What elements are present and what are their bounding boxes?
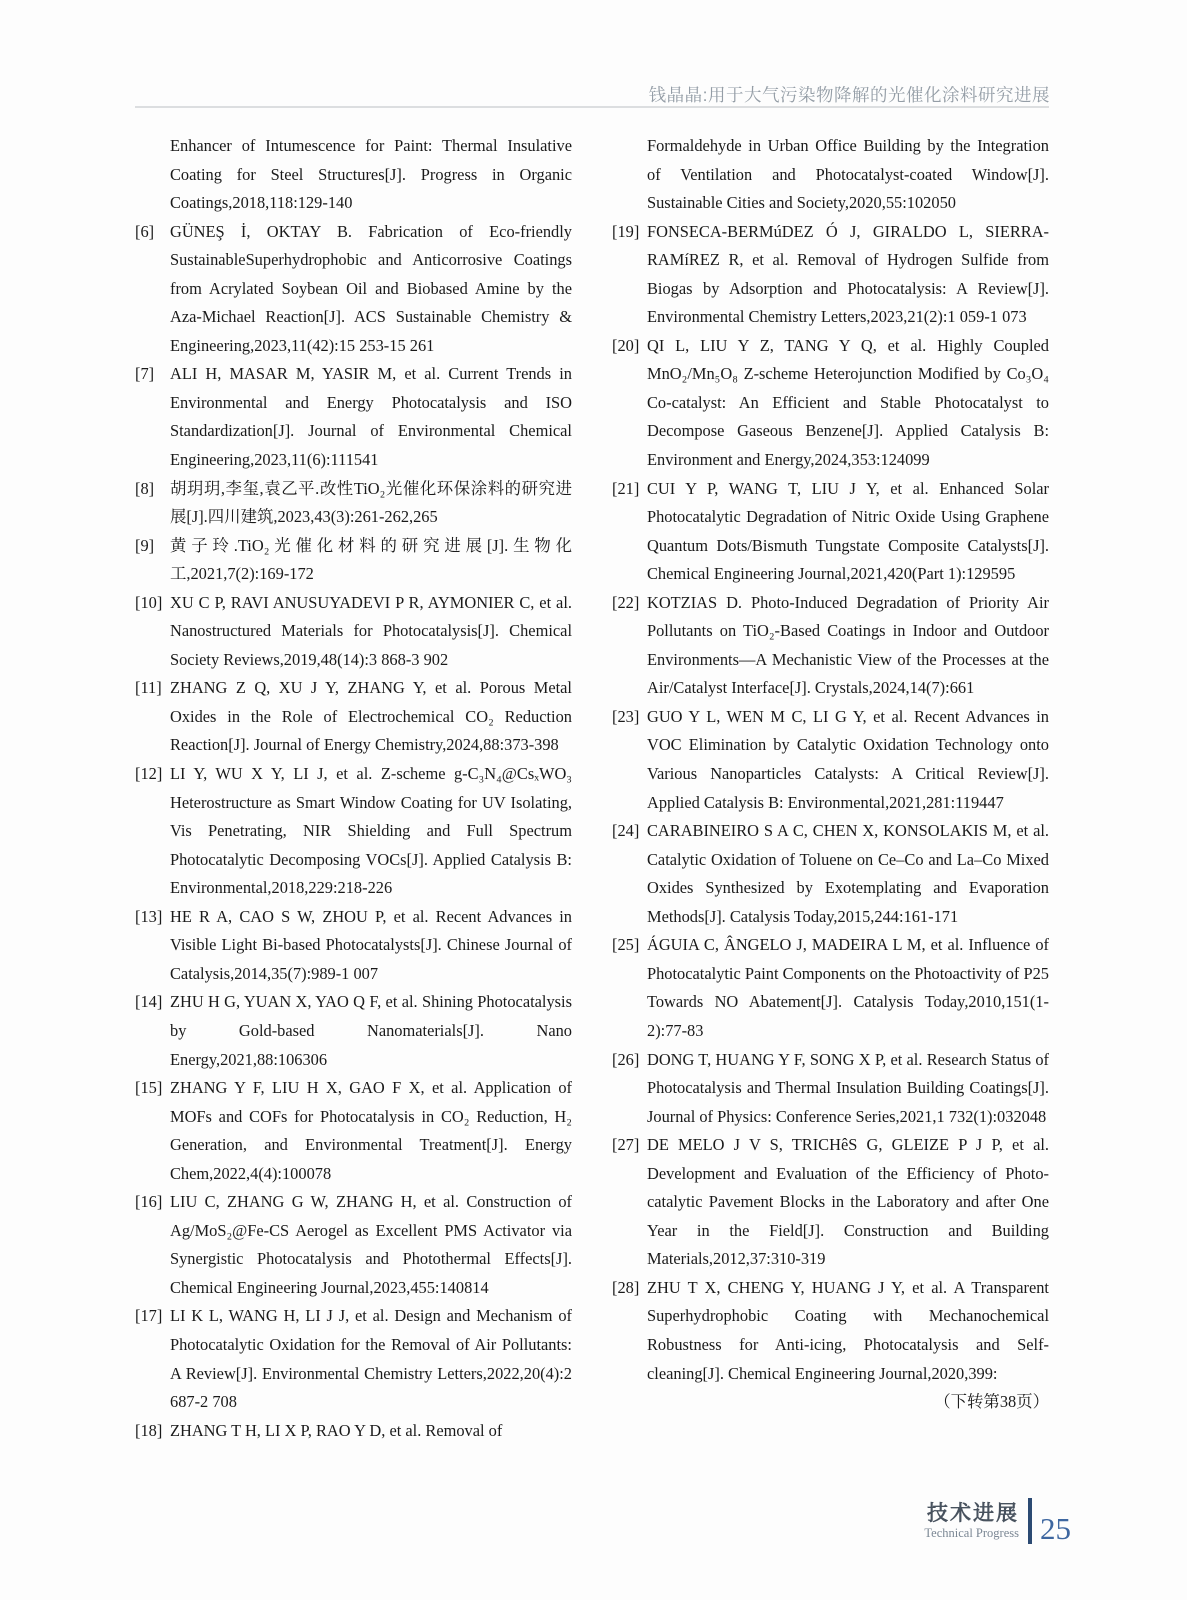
reference-text: CARABINEIRO S A C, CHEN X, KONSOLAKIS M, et al. Catalytic Oxidation of Toluene on Ce–Co and La–Co Mixed Oxides Synthesized by Exotemplating and Evaporation Methods[J]. Catalysis Today,2015,244:161-171 [647, 821, 1049, 926]
reference-text: HE R A, CAO S W, ZHOU P, et al. Recent Advances in Visible Light Bi-based Photocatalysts[J]. Chinese Journal of Catalysis,2014,35(7):989-1 007 [170, 906, 572, 983]
reference-item [135, 988, 572, 1074]
reference-item [135, 132, 572, 218]
reference-text: FONSECA-BERMúDEZ Ó J, GIRALDO L, SIERRA-RAMíREZ R, et al. Removal of Hydrogen Sulfide from Biogas by Adsorption and Photocatalysis: A Review[J]. Environmental Chemistry Letters,2023,21(2):1 059-1 073 [647, 221, 1049, 327]
reference-number: [28] [612, 1277, 640, 1297]
reference-item [135, 674, 572, 760]
reference-number: [14] [135, 992, 163, 1012]
reference-text: ZHANG T H, LI X P, RAO Y D, et al. Removal of [170, 1420, 503, 1440]
reference-text: DONG T, HUANG Y F, SONG X P, et al. Research Status of Photocatalysis and Thermal Insulation Building Coatings[J]. Journal of Physics: Conference Series,2021,1 732(1):032048 [647, 1049, 1049, 1126]
reference-item [612, 589, 1049, 703]
reference-text: Enhancer of Intumescence for Paint: Thermal Insulative Coating for Steel Structures[J]. Progress in Organic Coatings,2018,118:129-140 [170, 136, 572, 213]
reference-number: [27] [612, 1135, 640, 1155]
reference-number: [26] [612, 1049, 640, 1069]
reference-item [135, 1417, 572, 1446]
reference-number: [13] [135, 906, 163, 926]
reference-text: ZHU H G, YUAN X, YAO Q F, et al. Shining Photocatalysis by Gold-based Nanomaterials[J]. Nano Energy,2021,88:106306 [170, 992, 572, 1069]
reference-item [612, 817, 1049, 931]
running-head-title: 钱晶晶:用于大气污染物降解的光催化涂料研究进展 [648, 85, 1050, 105]
references-right-column-wrap [612, 132, 1049, 1445]
reference-number: [25] [612, 935, 640, 955]
page-number: 25 [1040, 1511, 1071, 1546]
reference-number: [18] [135, 1420, 163, 1440]
reference-number: [16] [135, 1192, 163, 1212]
footer-section-title-en: Technical Progress [924, 1526, 1019, 1540]
reference-item [135, 760, 572, 903]
reference-text: LI K L, WANG H, LI J J, et al. Design and Mechanism of Photocatalytic Oxidation for the Removal of Air Pollutants: A Review[J]. Environmental Chemistry Letters,2022,20(4):2 687-2 708 [170, 1306, 572, 1412]
reference-number: [6] [135, 221, 155, 241]
reference-text: LIU C, ZHANG G W, ZHANG H, et al. Construction of Ag/MoS₂@Fe-CS Aerogel as Excellent PMS Activator via Synergistic Photocatalysis and Photothermal Effects[J]. Chemical Engineering Journal,2023,455:140814 [170, 1192, 572, 1297]
reference-item [135, 360, 572, 474]
reference-text: DE MELO J V S, TRICHêS G, GLEIZE P J P, et al. Development and Evaluation of the Efficiency of Photo-catalytic Pavement Blocks in the Laboratory and after One Year in the Field[J]. Construction and Building Materials,2012,37:310-319 [647, 1135, 1049, 1269]
reference-item [135, 218, 572, 361]
reference-text: QI L, LIU Y Z, TANG Y Q, et al. Highly Coupled MnO₂/Mn₅O₈ Z-scheme Heterojunction Modified by Co₃O₄ Co-catalyst: An Efficient and Stable Photocatalyst to Decompose Gaseous Benzene[J]. Applied Catalysis B: Environment and Energy,2024,353:124099 [647, 335, 1049, 470]
reference-text: 黄子玲.TiO₂光催化材料的研究进展[J].生物化工,2021,7(2):169-172 [170, 535, 572, 584]
reference-text: XU C P, RAVI ANUSUYADEVI P R, AYMONIER C, et al. Nanostructured Materials for Photocatalysis[J]. Chemical Society Reviews,2019,48(14):3 868-3 902 [170, 592, 572, 669]
reference-number: [17] [135, 1306, 163, 1326]
reference-item [612, 703, 1049, 817]
reference-text: GÜNEŞ İ, OKTAY B. Fabrication of Eco-friendly SustainableSuperhydrophobic and Anticorrosive Coatings from Acrylated Soybean Oil and Biobased Amine by the Aza-Michael Reaction[J]. ACS Sustainable Chemistry & Engineering,2023,11(42):15 253-15 261 [170, 221, 572, 355]
reference-text: ZHU T X, CHENG Y, HUANG J Y, et al. A Transparent Superhydrophobic Coating with Mechanochemical Robustness for Anti-icing, Photocatalysis and Self-cleaning[J]. Chemical Engineering Journal,2020,399: [647, 1277, 1049, 1383]
reference-item [612, 218, 1049, 332]
reference-text: GUO Y L, WEN M C, LI G Y, et al. Recent Advances in VOC Elimination by Catalytic Oxidation Technology onto Various Nanoparticles Catalysts: A Critical Review[J]. Applied Catalysis B: Environmental,2021,281:119447 [647, 706, 1049, 812]
continued-on-page-note: （下转第38页） [934, 1392, 1049, 1412]
reference-item [612, 1274, 1049, 1388]
references-section [135, 132, 1049, 1445]
reference-text: ZHANG Z Q, XU J Y, ZHANG Y, et al. Porous Metal Oxides in the Role of Electrochemical CO₂ Reduction Reaction[J]. Journal of Energy Chemistry,2024,88:373-398 [170, 678, 572, 755]
reference-text: CUI Y P, WANG T, LIU J Y, et al. Enhanced Solar Photocatalytic Degradation of Nitric Oxide Using Graphene Quantum Dots/Bismuth Tungstate Composite Catalysts[J]. Chemical Engineering Journal,2021,420(Part 1):129595 [647, 478, 1049, 584]
reference-number: [22] [612, 592, 640, 612]
reference-text: 胡玥玥,李玺,袁乙平.改性TiO₂光催化环保涂料的研究进展[J].四川建筑,2023,43(3):261-262,265 [170, 478, 572, 527]
reference-item [135, 1302, 572, 1416]
reference-item [135, 475, 572, 532]
page-footer [924, 1498, 1071, 1544]
reference-item [612, 1131, 1049, 1274]
reference-number: [24] [612, 821, 640, 841]
references-left-column [135, 132, 572, 1445]
reference-number: [19] [612, 221, 640, 241]
reference-number: [23] [612, 706, 640, 726]
reference-number: [10] [135, 592, 163, 612]
reference-number: [8] [135, 478, 155, 498]
reference-text: Formaldehyde in Urban Office Building by the Integration of Ventilation and Photocatalyst-coated Window[J]. Sustainable Cities and Society,2020,55:102050 [647, 136, 1049, 213]
reference-text: ZHANG Y F, LIU H X, GAO F X, et al. Application of MOFs and COFs for Photocatalysis in CO₂ Reduction, H₂ Generation, and Environmental Treatment[J]. Energy Chem,2022,4(4):100078 [170, 1078, 572, 1183]
reference-item [612, 1046, 1049, 1132]
reference-number: [15] [135, 1078, 163, 1098]
reference-item [135, 589, 572, 675]
references-right-column [612, 132, 1049, 1388]
reference-number: [21] [612, 478, 640, 498]
reference-text: KOTZIAS D. Photo-Induced Degradation of Priority Air Pollutants on TiO₂-Based Coatings in Indoor and Outdoor Environments—A Mechanistic View of the Processes at the Air/Catalyst Interface[J]. Crystals,2024,14(7):661 [647, 592, 1049, 698]
reference-number: [7] [135, 364, 155, 384]
header-divider [135, 106, 1049, 108]
reference-item [135, 532, 572, 589]
footer-section-labels [924, 1498, 1028, 1544]
reference-number: [20] [612, 335, 640, 355]
reference-number: [11] [135, 678, 162, 698]
reference-text: ÁGUIA C, ÂNGELO J, MADEIRA L M, et al. Influence of Photocatalytic Paint Components on the Photoactivity of P25 Towards NO Abatement[J]. Catalysis Today,2010,151(1-2):77-83 [647, 935, 1049, 1040]
reference-item [612, 132, 1049, 218]
reference-text: LI Y, WU X Y, LI J, et al. Z-scheme g-C₃N₄@CsₓWO₃ Heterostructure as Smart Window Coating for UV Isolating, Vis Penetrating, NIR Shielding and Full Spectrum Photocatalytic Decomposing VOCs[J]. Applied Catalysis B: Environmental,2018,229:218-226 [170, 764, 572, 898]
reference-item [612, 475, 1049, 589]
reference-item [612, 931, 1049, 1045]
footer-section-title-cn: 技术进展 [927, 1502, 1019, 1525]
reference-text: ALI H, MASAR M, YASIR M, et al. Current Trends in Environmental and Energy Photocatalysis and ISO Standardization[J]. Journal of Environmental Chemical Engineering,2023,11(6):111541 [170, 364, 572, 470]
reference-item [135, 1074, 572, 1188]
reference-item [135, 1188, 572, 1302]
reference-number: [12] [135, 764, 163, 784]
reference-number: [9] [135, 535, 155, 555]
reference-item [135, 903, 572, 989]
reference-item [612, 332, 1049, 475]
